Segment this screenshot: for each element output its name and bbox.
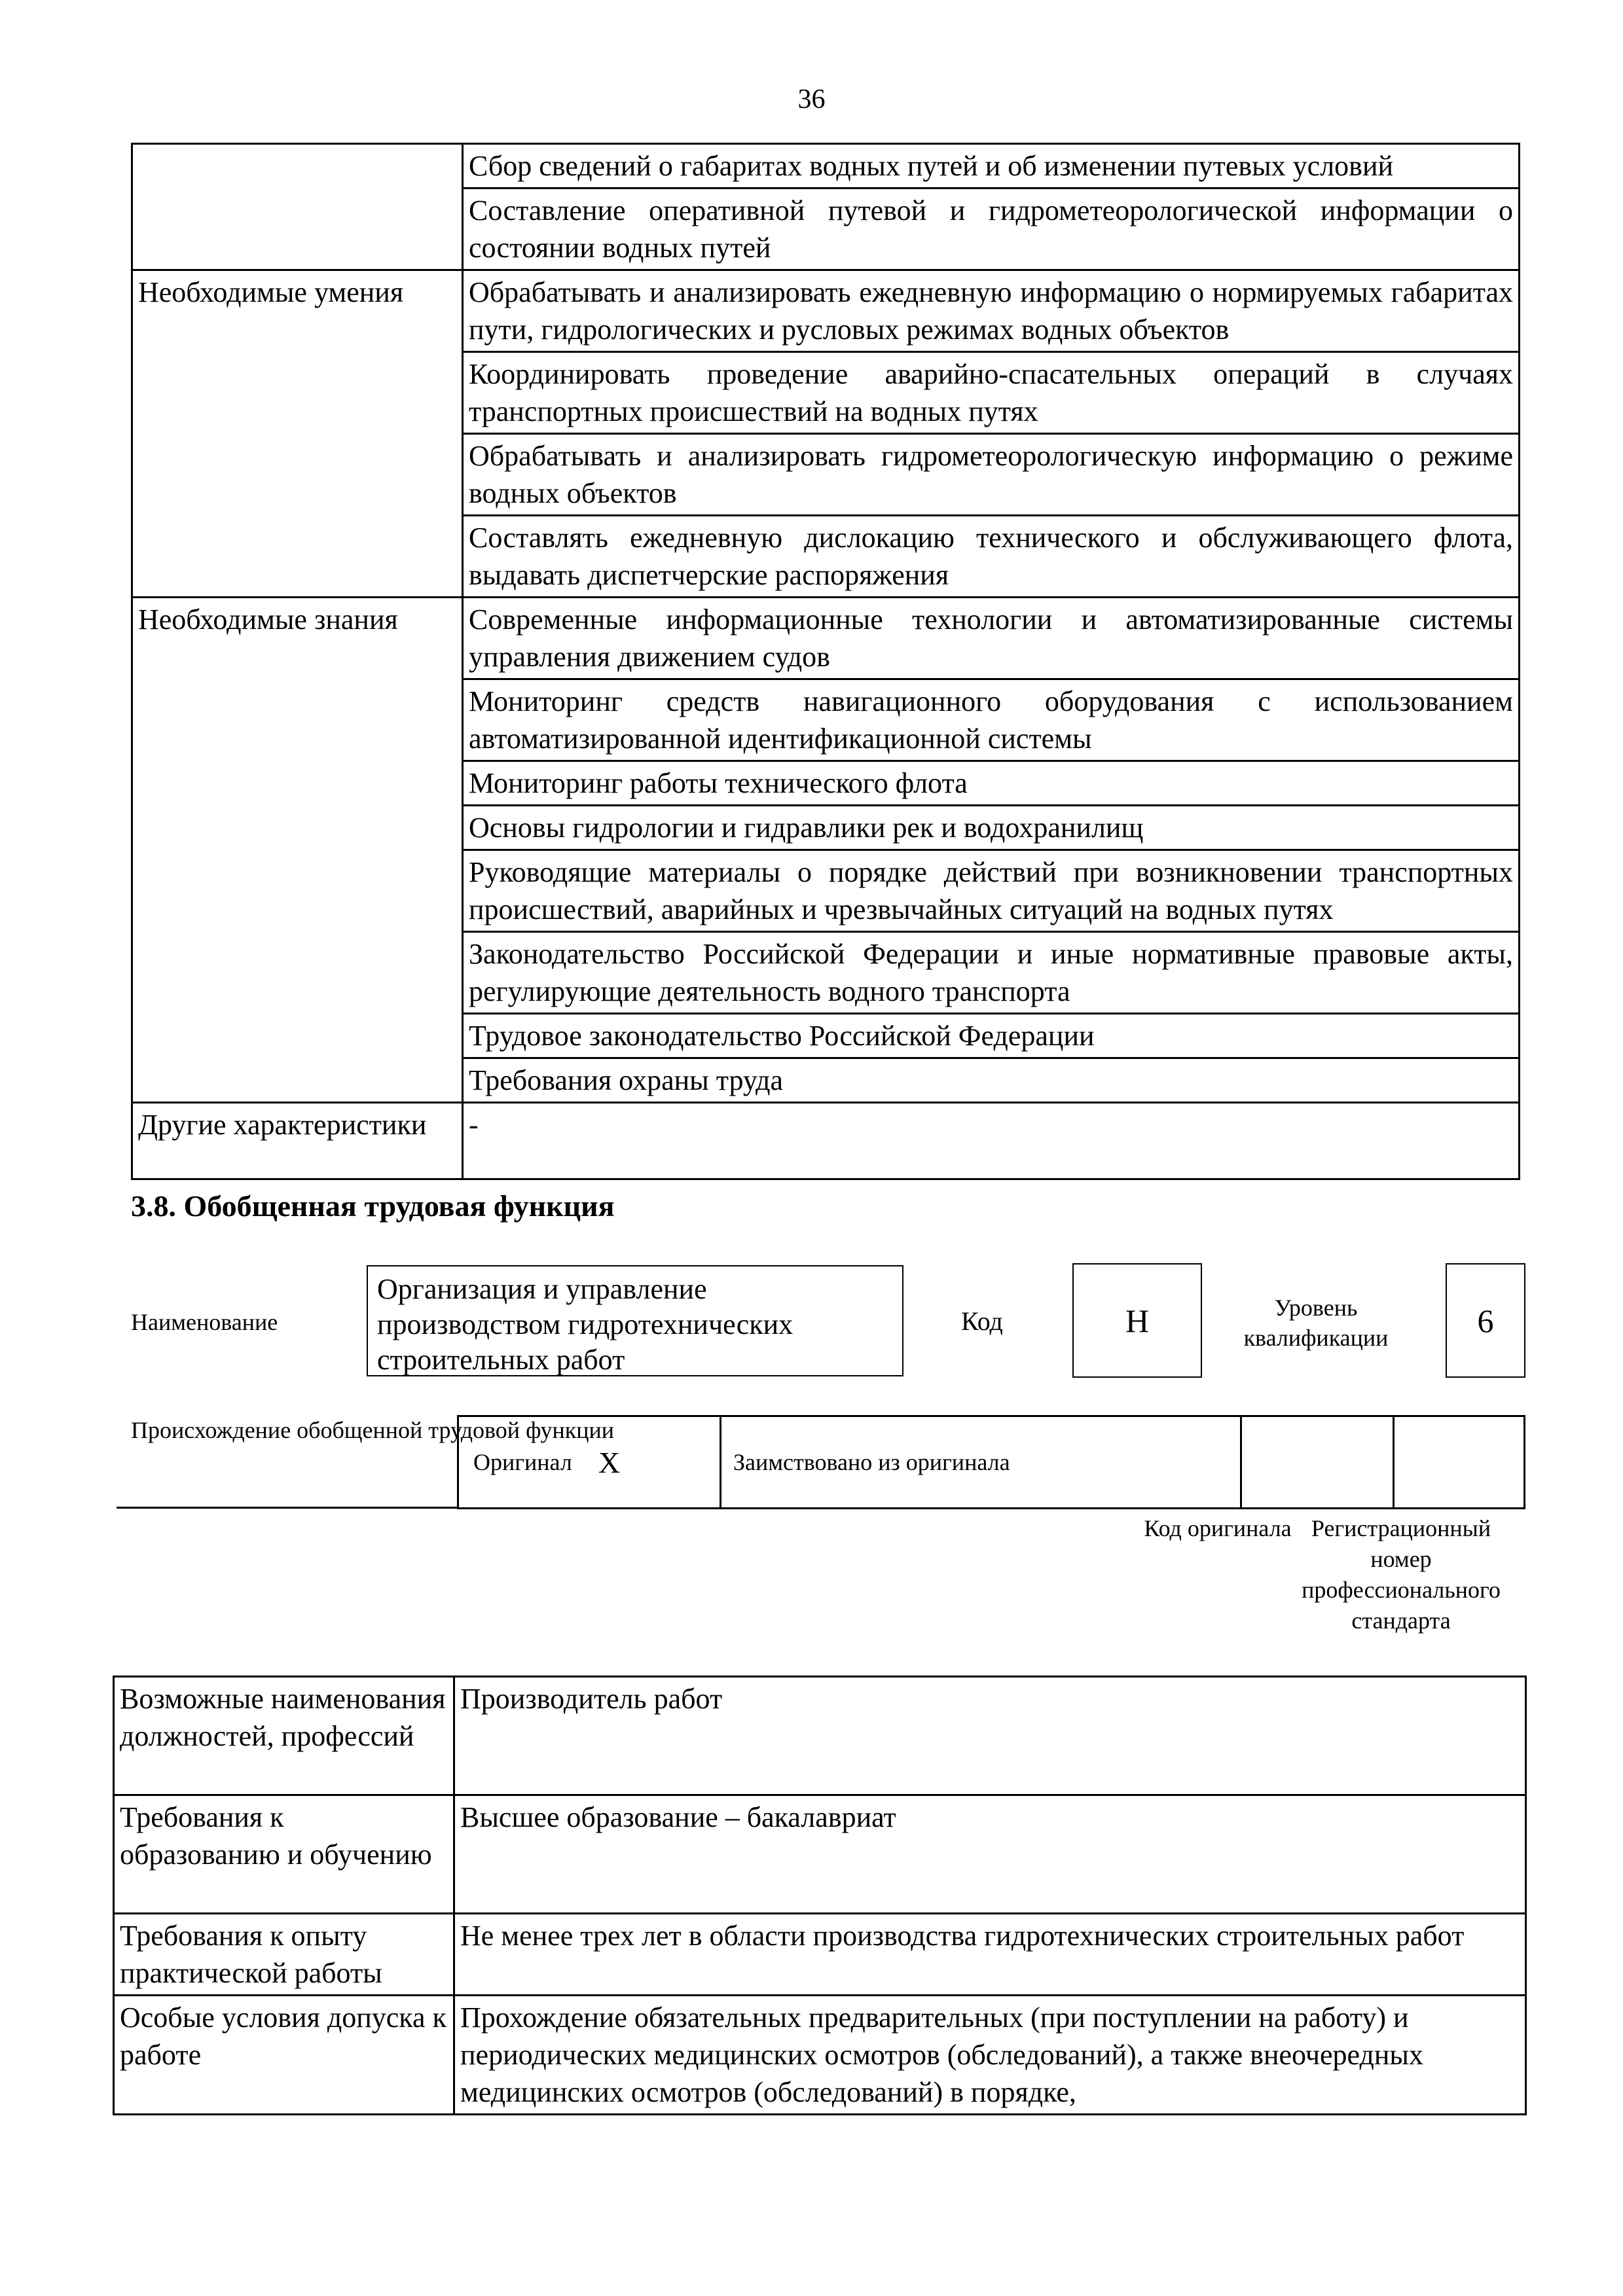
row-value: Производитель работ <box>454 1677 1526 1795</box>
row-label <box>132 144 463 270</box>
row-value: Современные информационные технологии и автоматизированные системы управления движением судов <box>463 598 1520 679</box>
origin-row <box>117 1415 1525 1509</box>
borrowed-cell <box>720 1415 1242 1509</box>
row-label-skills: Необходимые умения <box>132 270 463 598</box>
borrowed-label: Заимствовано из оригинала <box>733 1449 1010 1475</box>
table-row <box>132 598 1520 679</box>
row-value: Мониторинг средств навигационного оборудования с использованием автоматизированной идентификационной системы <box>463 679 1520 761</box>
original-code-cell <box>1240 1415 1395 1509</box>
row-value: Высшее образование – бакалавриат <box>454 1795 1526 1914</box>
original-cell <box>457 1415 721 1509</box>
row-value: Составлять ежедневную дислокацию технического и обслуживающего флота, выдавать диспетчерские распоряжения <box>463 516 1520 598</box>
row-value: Обрабатывать и анализировать гидрометеорологическую информацию о режиме водных объектов <box>463 434 1520 516</box>
table-row <box>132 1103 1520 1179</box>
function-name-box: Организация и управление производством гидротехнических строительных работ <box>367 1265 903 1376</box>
row-value: Законодательство Российской Федерации и иные нормативные правовые акты, регулирующие деятельность водного транспорта <box>463 932 1520 1014</box>
qualification-level-box: 6 <box>1446 1263 1525 1378</box>
table-row <box>114 1996 1526 2115</box>
table-row <box>114 1795 1526 1914</box>
table-row <box>132 144 1520 188</box>
name-label: Наименование <box>131 1309 278 1335</box>
row-label: Возможные наименования должностей, профессий <box>114 1677 454 1795</box>
code-label: Код <box>961 1306 1003 1336</box>
original-label: Оригинал <box>473 1449 572 1475</box>
row-value: Координировать проведение аварийно-спасательных операций в случаях транспортных происшествий на водных путях <box>463 352 1520 434</box>
row-label: Требования к образованию и обучению <box>114 1795 454 1914</box>
row-value: Не менее трех лет в области производства гидротехнических строительных работ <box>454 1914 1526 1996</box>
original-mark: X <box>598 1445 621 1479</box>
table-row <box>132 270 1520 352</box>
row-label: Требования к опыту практической работы <box>114 1914 454 1996</box>
page-number: 36 <box>797 84 826 115</box>
row-value: Руководящие материалы о порядке действий при возникновении транспортных происшествий, аварийных и чрезвычайных ситуаций на водных путях <box>463 850 1520 932</box>
origin-underline <box>117 1507 458 1509</box>
row-label-other: Другие характеристики <box>132 1103 463 1179</box>
section-heading: 3.8. Обобщенная трудовая функция <box>131 1189 615 1223</box>
row-value: Составление оперативной путевой и гидрометеорологической информации о состоянии водных путей <box>463 188 1520 270</box>
origin-label: Происхождение обобщенной трудовой функции <box>131 1417 615 1443</box>
reg-number-caption: Регистрационный номер профессионального стандарта <box>1302 1515 1501 1634</box>
work-function-details-table <box>131 143 1520 1180</box>
row-value: Обрабатывать и анализировать ежедневную информацию о нормируемых габаритах пути, гидрологических и русловых режимах водных объектов <box>463 270 1520 352</box>
function-requirements-table <box>113 1676 1527 2115</box>
row-value: Трудовое законодательство Российской Федерации <box>463 1014 1520 1058</box>
row-value: Мониторинг работы технического флота <box>463 761 1520 806</box>
qualification-level-label: Уровень квалификации <box>1243 1295 1389 1351</box>
reg-number-cell <box>1393 1415 1525 1509</box>
table-row <box>114 1914 1526 1996</box>
original-code-caption: Код оригинала <box>1144 1515 1292 1541</box>
row-value: Прохождение обязательных предварительных (при поступлении на работу) и периодических медицинских осмотров (обследований), а также внеочередных медицинских осмотров (обследований) в порядке, <box>454 1996 1526 2115</box>
row-value: Основы гидрологии и гидравлики рек и водохранилищ <box>463 806 1520 850</box>
code-box: H <box>1072 1263 1202 1378</box>
row-value: - <box>463 1103 1520 1179</box>
table-row <box>114 1677 1526 1795</box>
row-label-knowledge: Необходимые знания <box>132 598 463 1103</box>
row-label: Особые условия допуска к работе <box>114 1996 454 2115</box>
row-value: Сбор сведений о габаритах водных путей и об изменении путевых условий <box>463 144 1520 188</box>
row-value: Требования охраны труда <box>463 1058 1520 1103</box>
